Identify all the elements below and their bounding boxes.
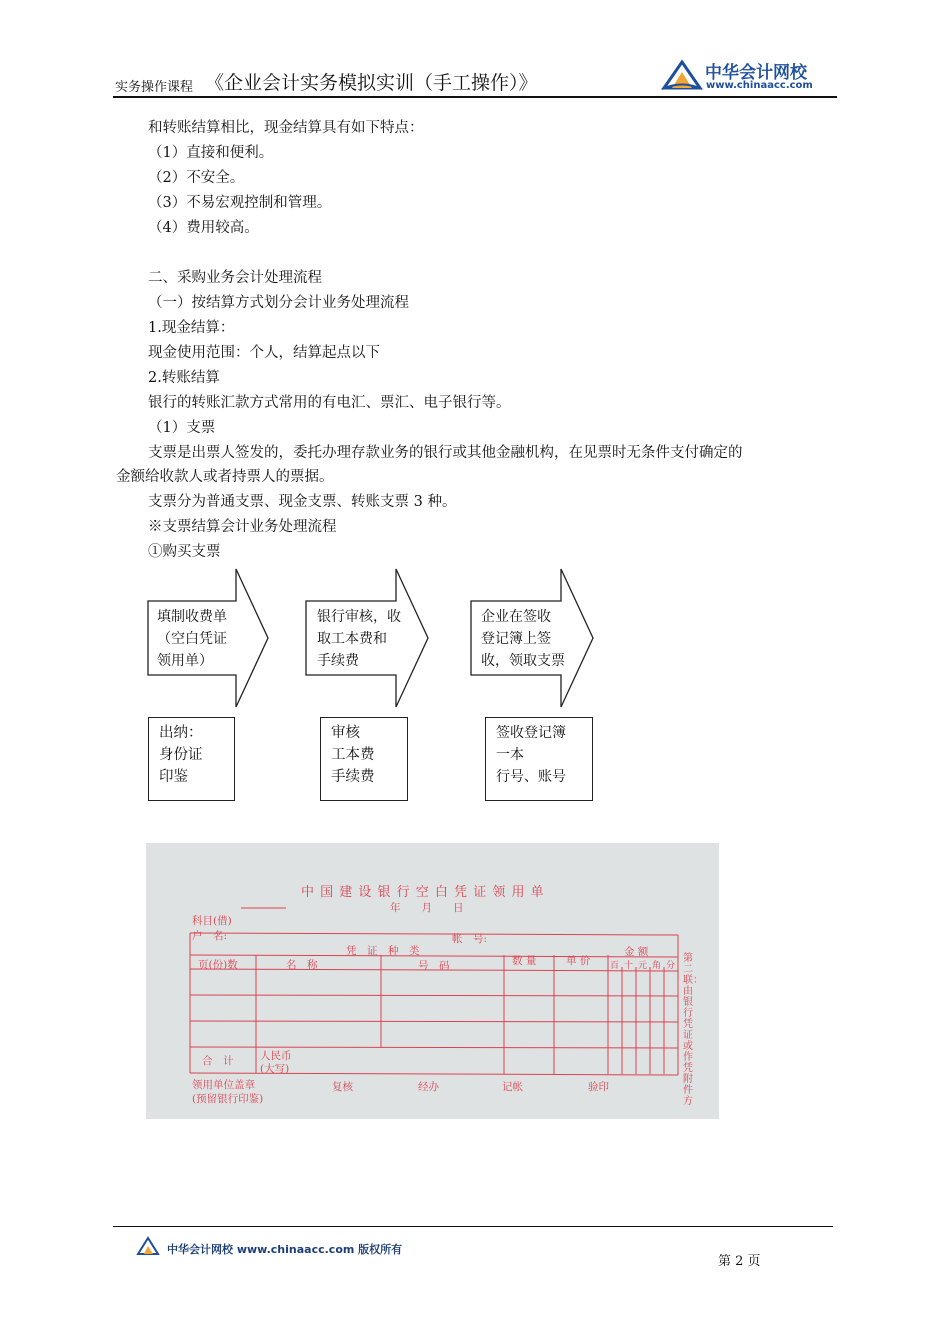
flow-note-1: 出纳： 身份证 印鉴 (148, 717, 235, 801)
voucher-col-number: 号 码 (418, 960, 450, 972)
voucher-account-no: 帐 号: (452, 933, 488, 945)
voucher-date: 年 月 日 (390, 902, 464, 914)
body-line: （3）不易宏观控制和管理。 (148, 195, 332, 211)
body-line: 现金使用范围：个人，结算起点以下 (148, 345, 380, 361)
voucher-image (146, 843, 719, 1119)
header-rule (113, 96, 837, 98)
flow-note-3: 签收登记簿 一本 行号、账号 (485, 717, 593, 801)
voucher-col-type: 凭 证 种 类 (346, 945, 420, 957)
header-logo-url: www.chinaacc.com (706, 80, 813, 91)
body-line: （1）支票 (148, 420, 216, 436)
voucher-subject: 科目(借) (192, 915, 232, 927)
voucher-col-amount: 金 额 (624, 946, 649, 958)
footer-logo-icon (136, 1236, 164, 1256)
voucher-sig-bookkeeper: 记帐 (502, 1081, 523, 1093)
voucher-col-price: 单 价 (566, 955, 591, 967)
voucher-rmb: 人民币 (260, 1050, 292, 1062)
body-line: 金额给收款人或者持票人的票据。 (116, 469, 334, 485)
voucher-account-name: 户 名: (192, 930, 228, 942)
subsection-heading: （一）按结算方式划分会计业务处理流程 (148, 295, 409, 311)
voucher-unit-1: 百 (610, 961, 620, 971)
body-line: （2）不安全。 (148, 170, 245, 186)
footer-copyright: 中华会计网校 www.chinaacc.com 版权所有 (167, 1243, 403, 1256)
voucher-sig-unit: 领用单位盖章 (192, 1079, 255, 1091)
footer-rule (113, 1226, 833, 1227)
voucher-unit-5: 分 (666, 961, 676, 971)
page-number: 第 2 页 (718, 1254, 761, 1269)
voucher-sig-verify: 验印 (588, 1081, 609, 1093)
body-line: （4）费用较高。 (148, 220, 259, 236)
flow-step-2: 银行审核，收 取工本费和 手续费 (317, 609, 401, 669)
body-line: ※支票结算会计业务处理流程 (148, 519, 337, 535)
voucher-col-pages: 页(份)数 (198, 959, 238, 971)
voucher-unit-4: 角 (652, 961, 662, 971)
voucher-title: 中 国 建 设 银 行 空 白 凭 证 领 用 单 (301, 885, 545, 900)
body-line: （1）直接和便利。 (148, 145, 274, 161)
voucher-unit-3: 元 (638, 961, 648, 971)
voucher-sig-review: 复核 (332, 1081, 353, 1093)
flow-note-2: 审核 工本费 手续费 (320, 717, 408, 801)
body-line: 支票是出票人签发的，委托办理存款业务的银行或其他金融机构，在见票时无条件支付确定的 (148, 445, 743, 461)
body-line: 银行的转账汇款方式常用的有电汇、票汇、电子银行等。 (148, 395, 511, 411)
voucher-rmb-caps: (大写) (260, 1063, 290, 1075)
voucher-col-name: 名 称 (286, 959, 318, 971)
header-logo-name: 中华会计网校 (705, 63, 807, 83)
logo-icon (660, 58, 704, 92)
voucher-sig-unit-sub: (预留银行印鉴) (192, 1093, 264, 1105)
voucher-unit-2: 十 (624, 961, 634, 971)
voucher-side-note: 第二联：由银行凭证或作凭附件方 (683, 953, 703, 1107)
flow-step-3: 企业在签收 登记簿上签 收，领取支票 (481, 609, 565, 669)
body-line: ①购买支票 (148, 544, 221, 560)
body-line: 和转账结算相比，现金结算具有如下特点： (148, 120, 424, 136)
voucher-total: 合 计 (202, 1055, 234, 1067)
header-course: 实务操作课程 (115, 80, 194, 95)
body-line: 2.转账结算 (148, 370, 220, 386)
section-heading: 二、采购业务会计处理流程 (148, 270, 322, 286)
header-title: 《企业会计实务模拟实训（手工操作）》 (205, 72, 538, 94)
body-line: 1.现金结算： (148, 320, 235, 336)
body-line: 支票分为普通支票、现金支票、转账支票 3 种。 (148, 494, 457, 510)
voucher-sig-handler: 经办 (418, 1081, 439, 1093)
flow-step-1: 填制收费单 （空白凭证 领用单） (157, 609, 227, 669)
voucher-col-qty: 数 量 (512, 955, 537, 967)
